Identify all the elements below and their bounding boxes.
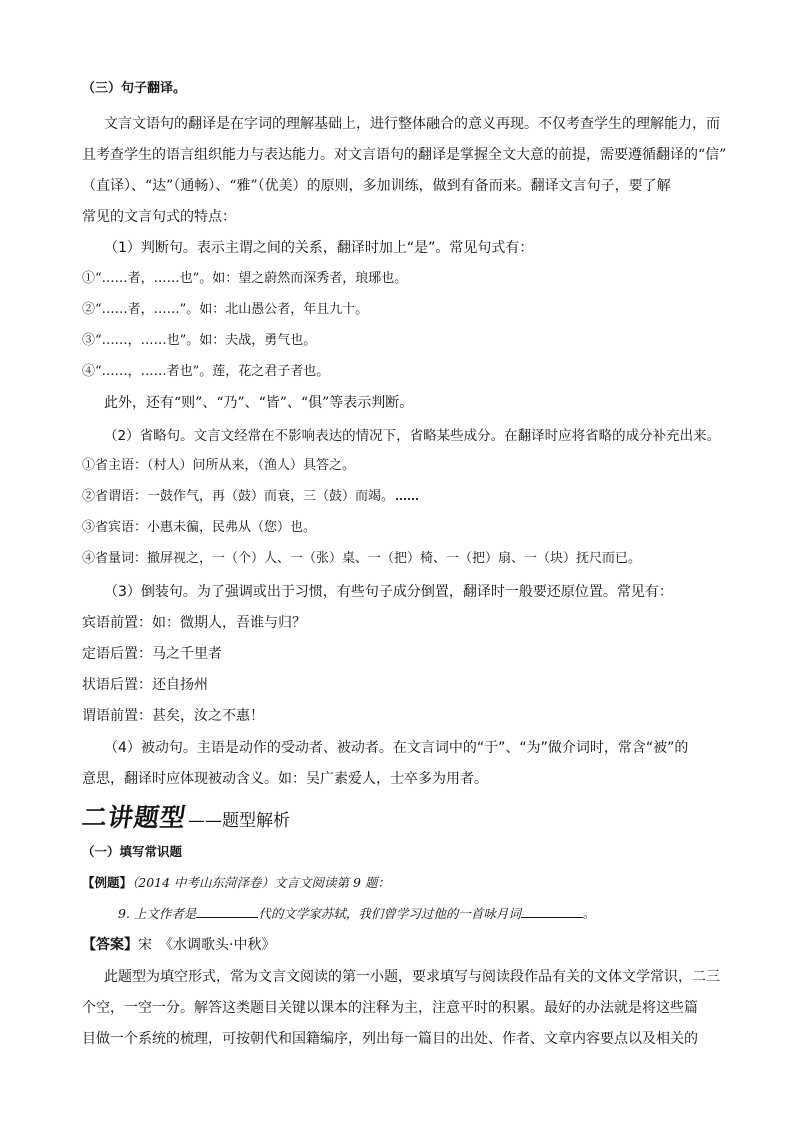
- explain-line-3: 目做一个系统的梳理，可按朝代和国籍编序，列出每一篇目的出处、作者、文章内容要点以及相关的: [82, 1031, 698, 1047]
- omission-title: （2）省略句。文言文经常在不影响表达的情况下，省略某些成分。在翻译时应将省略的成分补充出来。: [104, 428, 721, 444]
- inversion-item-4: 谓语前置：甚矣，汝之不惠！: [82, 708, 264, 724]
- omission-item-2: ②省谓语：一鼓作气，再（鼓）而衰，三（鼓）而竭。: [82, 487, 418, 507]
- intro-line-3: （直译）、“达”（通畅）、“雅”（优美）的原则，多加训练，做到有备而来。翻译文言句子，要了解: [82, 178, 671, 194]
- dotted-mark: [396, 492, 418, 500]
- part2-heading-rest: ——题型解析: [188, 811, 291, 831]
- part2-heading: [82, 803, 290, 836]
- inversion-item-1: 宾语前置：如：微期人，吾谁与归？: [82, 615, 306, 631]
- example-line: [82, 873, 390, 893]
- inversion-item-3: 状语后置：还自扬州: [82, 677, 208, 693]
- answer-label: 【答案】: [82, 937, 138, 953]
- omission-item-4: ④省量词：撤屏视之，一（个）人、一（张）桌、一（把）椅、一（把）扇、一（块）抚尺而已。: [82, 551, 642, 566]
- judgement-note: 此外，还有“则”、“乃”、“皆”、“俱”等表示判断。: [104, 395, 414, 411]
- inversion-item-2: 定语后置：马之千里者: [82, 646, 222, 662]
- explain-line-1: 此题型为填空形式，常为文言文阅读的第一小题，要求填写与阅读段作品有关的文体文学常识，二三: [104, 969, 720, 985]
- intro-line-4: 常见的文言句式的特点：: [82, 209, 236, 225]
- answer-blank-2[interactable]: [521, 905, 583, 918]
- judgement-title: （1）判断句。表示主谓之间的关系，翻译时加上“是”。常见句式有：: [104, 240, 534, 256]
- judgement-item-2: ②“……者，……”。如：北山愚公者，年且九十。: [82, 302, 369, 317]
- omission-item-1: ①省主语：（村人）问所从来，（渔人）具答之。: [82, 458, 356, 473]
- question-9: [118, 904, 595, 924]
- omission-item-3: ③省宾语：小惠未徧，民弗从（您）也。: [82, 520, 317, 535]
- inversion-title: （3）倒装句。为了强调或出于习惯，有些句子成分倒置，翻译时一般要还原位置。常见有：: [104, 584, 673, 600]
- part2-heading-big: 二讲题型: [80, 803, 189, 832]
- question-end: 。: [582, 906, 596, 921]
- question-mid: 代的文学家苏轼，我们曾学习过他的一首咏月词: [258, 906, 521, 921]
- section-heading: （三）句子翻译。: [82, 81, 187, 96]
- question-prefix: 9. 上文作者是: [118, 906, 197, 921]
- explain-line-2: 个空，一空一分。解答这类题目关键以课本的注释为主，注意平时的积累。最好的办法就是将这些篇: [82, 1000, 698, 1016]
- example-label: 【例题】: [82, 875, 133, 890]
- judgement-item-3: ③“……，……也”。如：夫战，勇气也。: [82, 333, 317, 348]
- intro-line-1: 文言文语句的翻译是在字词的理解基础上，进行整体融合的意义再现。不仅考查学生的理解能力，而: [104, 116, 720, 132]
- answer-line: [82, 935, 275, 955]
- passive-line-1: （4）被动句。主语是动作的受动者、被动者。在文言词中的“于”、“为”做介词时，常含“被”的: [104, 740, 689, 756]
- intro-line-2: 且考查学生的语言组织能力与表达能力。对文言语句的翻译是掌握全文大意的前提，需要遵循翻译的“信”: [82, 147, 727, 163]
- answer-blank-1[interactable]: [196, 905, 258, 918]
- passive-line-2: 意思，翻译时应体现被动含义。如：吴广素爱人，士卒多为用者。: [82, 771, 488, 787]
- sub-heading: （一）填写常识题: [82, 844, 183, 859]
- judgement-item-1: ①“……者，……也”。如：望之蔚然而深秀者，琅琊也。: [82, 271, 408, 286]
- judgement-item-4: ④“……，……者也”。莲，花之君子者也。: [82, 364, 330, 379]
- answer-text: 宋 《水调歌头·中秋》: [138, 937, 276, 953]
- example-source: （2014 中考山东菏泽卷）文言文阅读第 9 题：: [132, 875, 390, 890]
